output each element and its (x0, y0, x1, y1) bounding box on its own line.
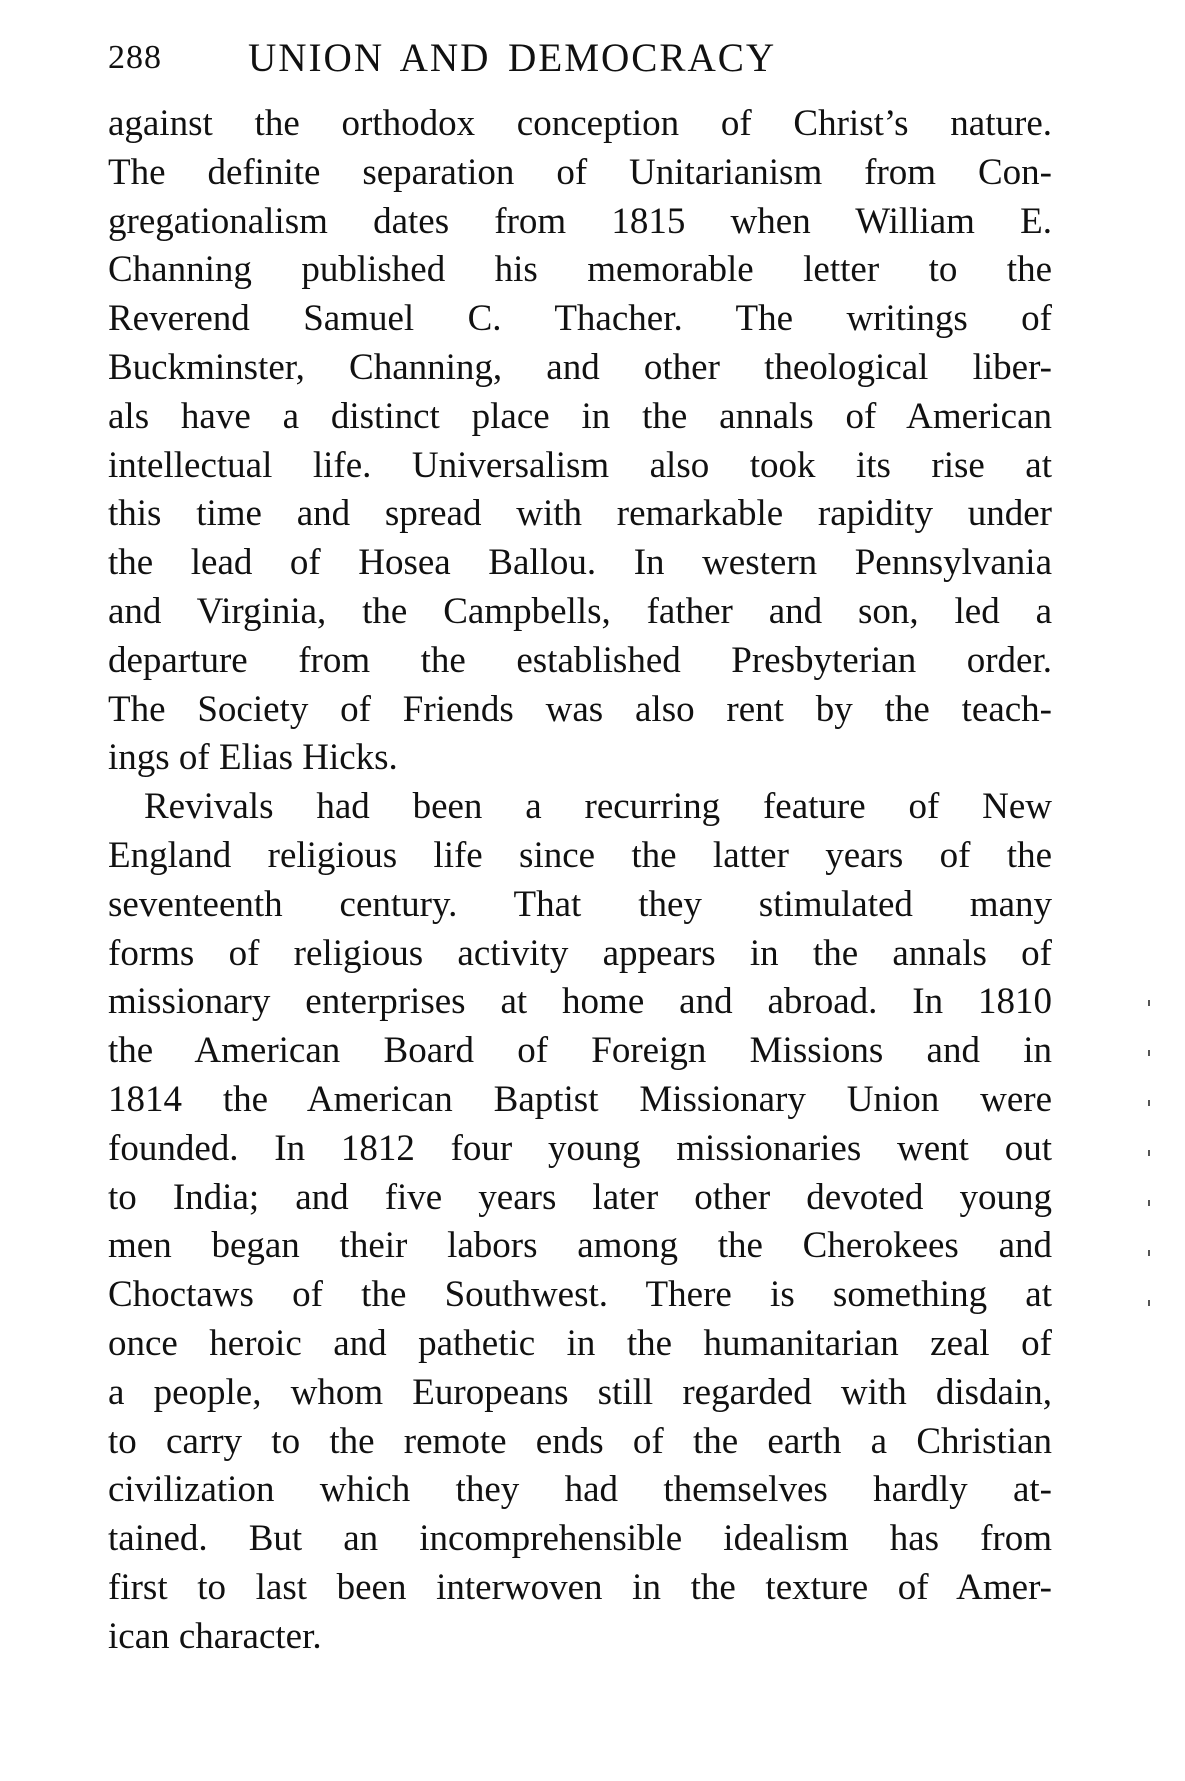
text-line: Buckminster, Channing, and other theological liber- (108, 346, 1052, 388)
text-line: ican character. (108, 1615, 322, 1657)
text-line: to carry to the remote ends of the earth a Christian (108, 1420, 1052, 1462)
text-line: ings of Elias Hicks. (108, 737, 398, 779)
scan-artifact-mark (1148, 1150, 1150, 1156)
text-line: against the orthodox conception of Christ’s nature. (108, 103, 1052, 144)
page-number: 288 (108, 39, 162, 76)
text-line: missionary enterprises at home and abroad. In 1810 (108, 981, 1052, 1023)
text-line: als have a distinct place in the annals of American (108, 395, 1052, 437)
text-line: The definite separation of Unitarianism from Con- (108, 151, 1052, 193)
text-line: Revivals had been a recurring feature of New (144, 786, 1052, 828)
paragraph-2 (108, 783, 1052, 1661)
text-line: this time and spread with remarkable rapidity under (108, 493, 1052, 535)
text-line: men began their labors among the Cherokees and (108, 1225, 1052, 1267)
text-line: gregationalism dates from 1815 when William E. (108, 200, 1052, 242)
text-line: seventeenth century. That they stimulated many (108, 883, 1052, 925)
text-line: Choctaws of the Southwest. There is something at (108, 1274, 1052, 1316)
scan-artifact-mark (1148, 1250, 1150, 1256)
text-line: the American Board of Foreign Missions and in (108, 1030, 1052, 1072)
text-line: Channing published his memorable letter to the (108, 249, 1052, 291)
text-line: tained. But an incomprehensible idealism has from (108, 1518, 1052, 1560)
running-head: UNION AND DEMOCRACY (248, 35, 777, 80)
text-line: and Virginia, the Campbells, father and son, led a (108, 590, 1052, 632)
scan-artifact-mark (1148, 1300, 1150, 1306)
text-line: once heroic and pathetic in the humanitarian zeal of (108, 1322, 1052, 1364)
text-line: to India; and five years later other devoted young (108, 1176, 1052, 1218)
scan-artifact-mark (1148, 1000, 1150, 1006)
text-line: Reverend Samuel C. Thacher. The writings of (108, 298, 1052, 340)
text-line: intellectual life. Universalism also took its rise at (108, 444, 1052, 486)
scan-artifact-mark (1148, 1200, 1150, 1206)
text-line: England religious life since the latter years of the (108, 834, 1052, 876)
scan-artifact-mark (1148, 1100, 1150, 1106)
page-header (108, 30, 1068, 85)
text-line: civilization which they had themselves hardly at- (108, 1469, 1052, 1511)
text-line: founded. In 1812 four young missionaries went out (108, 1127, 1052, 1169)
scan-artifact-mark (1148, 1050, 1150, 1056)
text-line: departure from the established Presbyterian order. (108, 639, 1052, 681)
paragraph-1 (108, 100, 1052, 783)
text-line: the lead of Hosea Ballou. In western Pennsylvania (108, 542, 1052, 584)
text-line: a people, whom Europeans still regarded with disdain, (108, 1371, 1052, 1413)
text-line: 1814 the American Baptist Missionary Union were (108, 1078, 1052, 1120)
text-line: The Society of Friends was also rent by the teach- (108, 688, 1052, 730)
text-line: first to last been interwoven in the texture of Amer- (108, 1566, 1052, 1608)
text-line: forms of religious activity appears in the annals of (108, 932, 1052, 974)
body-text (108, 100, 1052, 1662)
